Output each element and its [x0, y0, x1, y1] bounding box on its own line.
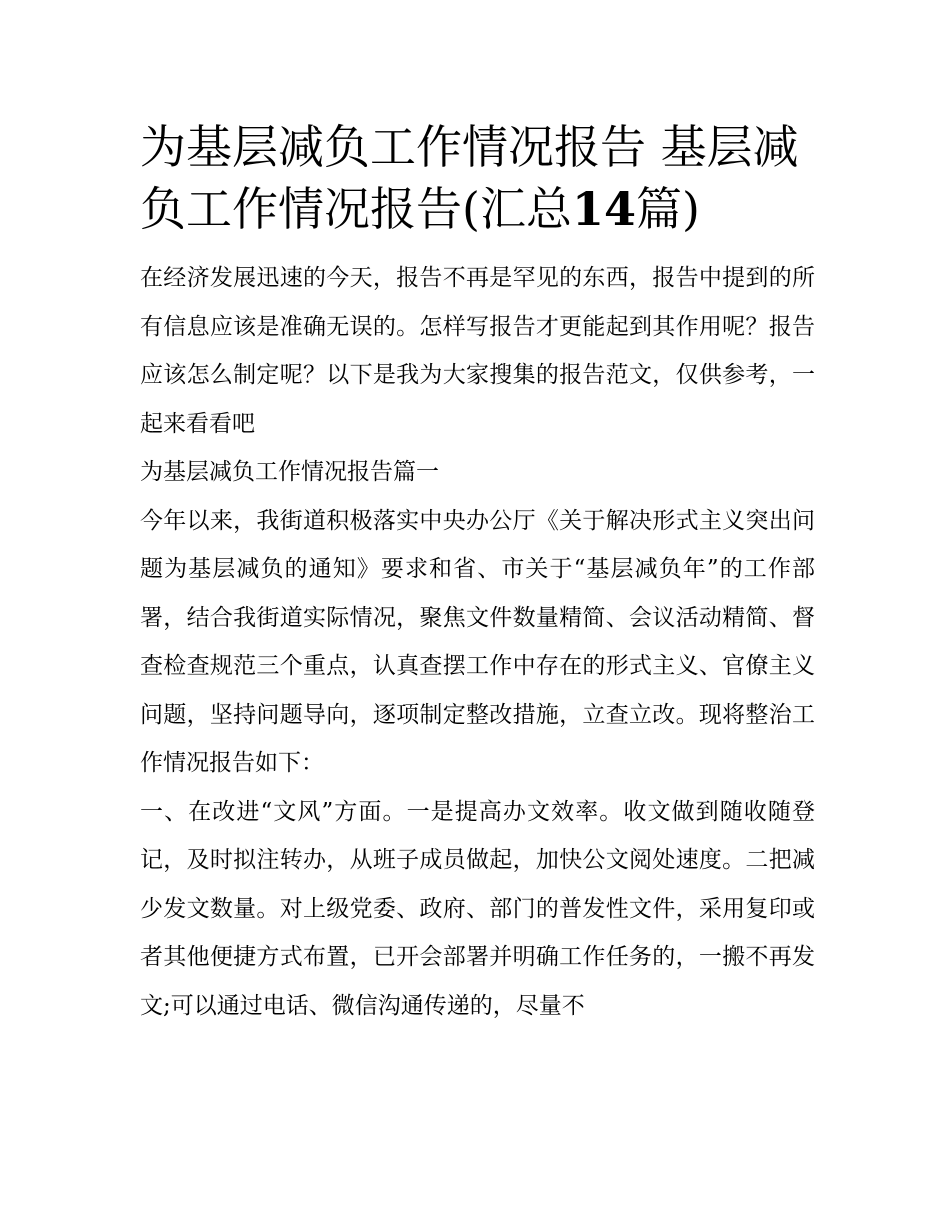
document-content — [140, 116, 815, 1030]
title-suffix: 篇) — [635, 182, 700, 236]
document-body — [140, 254, 815, 1030]
title-text: 为基层减负工作情况报告 基层减负工作情况报告(汇总 — [140, 120, 799, 236]
section-heading: 为基层减负工作情况报告篇一 — [140, 459, 439, 485]
body-paragraph: 今年以来，我街道积极落实中央办公厅《关于解决形式主义突出问题为基层减负的通知》要求和省、市关于“基层减负年”的工作部署，结合我街道实际情况，聚焦文件数量精简、会议活动精简、督查检查规范三个重点，认真查摆工作中存在的形式主义、官僚主义问题，坚持问题导向，逐项制定整改措施，立查立改。现将整治工作情况报告如下： — [140, 507, 815, 776]
intro-paragraph: 在经济发展迅速的今天，报告不再是罕见的东西，报告中提到的所有信息应该是准确无误的。怎样写报告才更能起到其作用呢？报告应该怎么制定呢？以下是我为大家搜集的报告范文，仅供参考，一起来看看吧 — [140, 265, 815, 437]
body-paragraph: 一、在改进“文风”方面。一是提高办文效率。收文做到随收随登记，及时拟注转办，从班子成员做起，加快公文阅处速度。二把减少发文数量。对上级党委、政府、部门的普发性文件，采用复印或者其他便捷方式布置，已开会部署并明确工作任务的，一搬不再发文;可以通过电话、微信沟通传递的，尽量不 — [140, 798, 815, 1019]
title-count: 14 — [571, 182, 636, 236]
document-title — [140, 116, 815, 240]
